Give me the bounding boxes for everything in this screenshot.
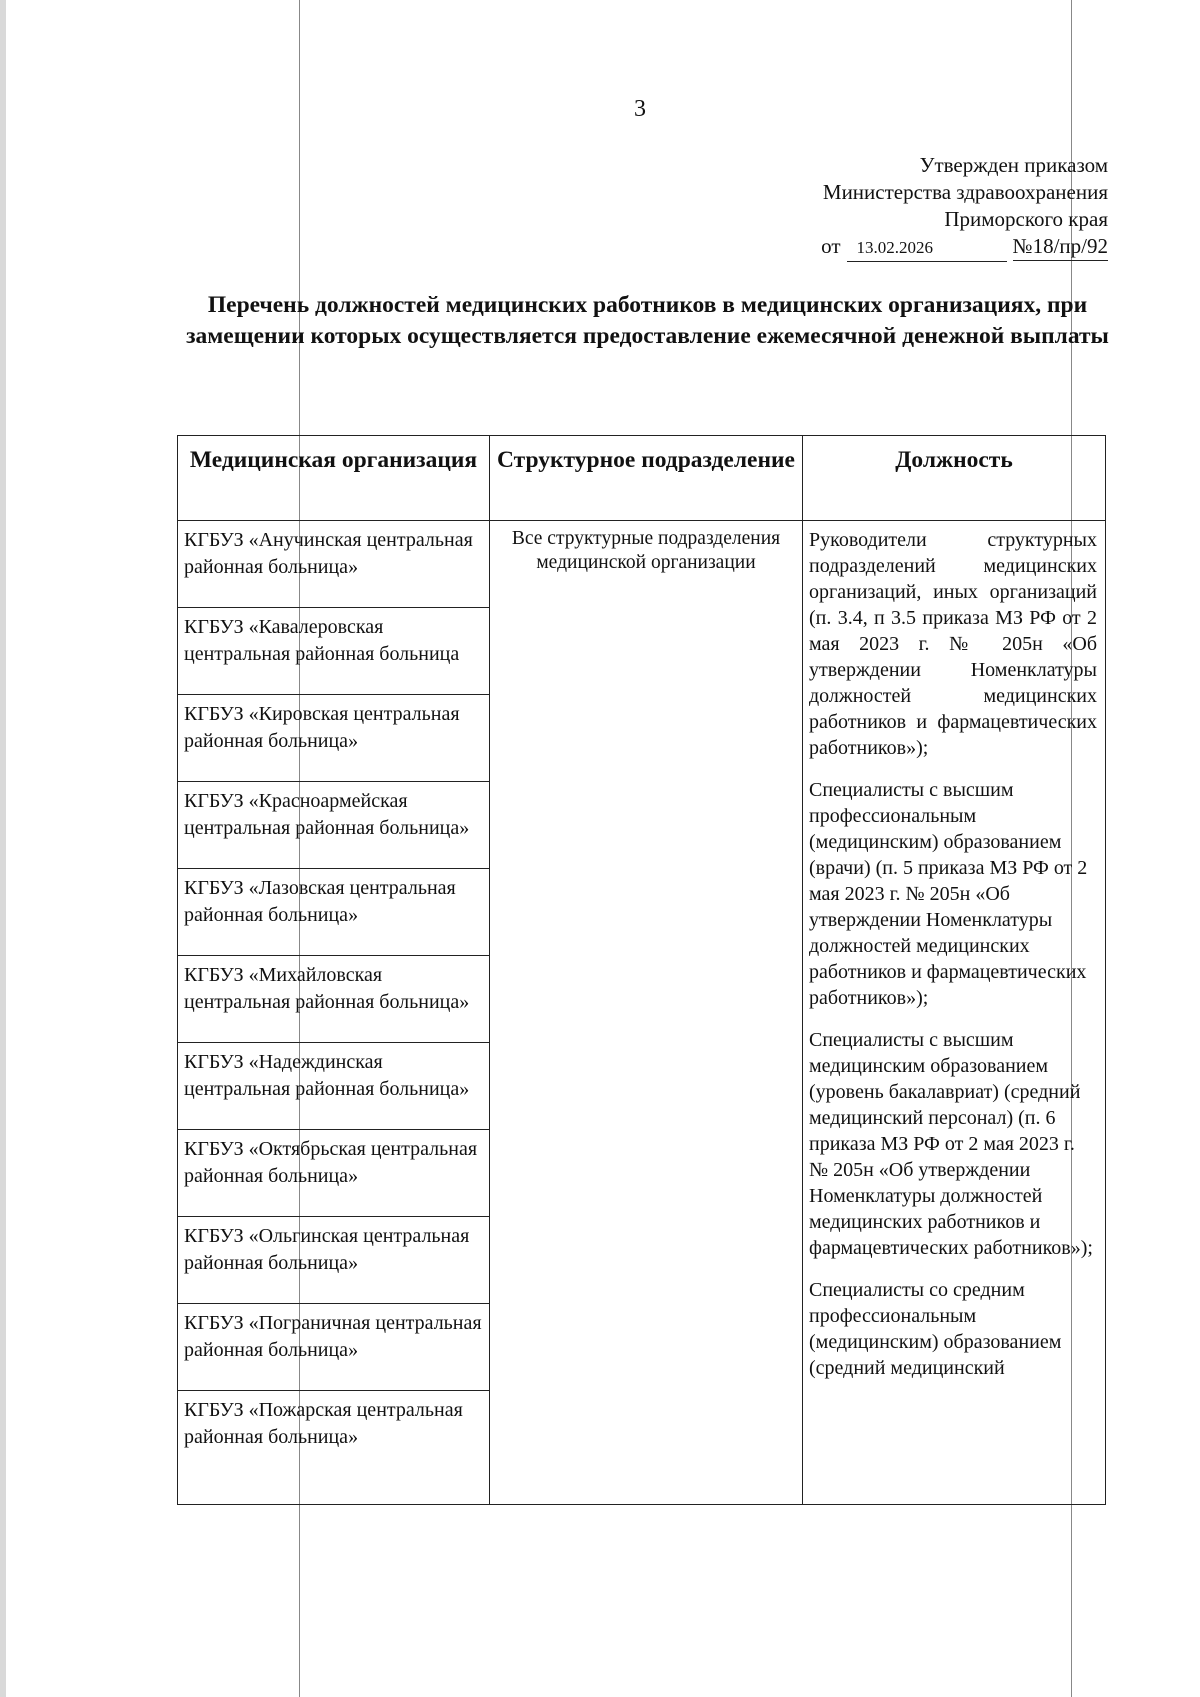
approval-line: Приморского края [944,207,1108,231]
organization-cell: КГБУЗ «Октябрьская центральная районная больница» [178,1130,490,1217]
organization-cell: КГБУЗ «Михайловская центральная районная больница» [178,956,490,1043]
position-item: Руководители структурных подразделений медицинских организаций, иных организаций (п. 3.4, п 3.5 приказа МЗ РФ от 2 мая 2023 г. № 205н «Об утверждении Номенклатуры должностей медицинских работников и фармацевтических работников»); [809,529,1097,759]
organization-cell: КГБУЗ «Кавалеровская центральная районная больница [178,608,490,695]
organization-cell: КГБУЗ «Пожарская центральная районная больница» [178,1391,490,1505]
table-header-row [178,436,1106,521]
header-department: Структурное подразделение [490,436,803,521]
position-item: Специалисты со средним профессиональным (медицинским) образованием (средний медицинский [809,1279,1062,1379]
approval-date-prefix: от [821,234,841,258]
organization-cell: КГБУЗ «Лазовская центральная районная больница» [178,869,490,956]
organization-cell: КГБУЗ «Кировская центральная районная больница» [178,695,490,782]
scan-edge [0,0,6,1697]
organization-cell: КГБУЗ «Анучинская центральная районная больница» [178,521,490,608]
approval-line: Утвержден приказом [919,153,1108,177]
document-title: Перечень должностей медицинских работников в медицинских организациях, при замещении которых осуществляется предоставление ежемесячной денежной выплаты [186,292,1109,349]
position-item: Специалисты с высшим медицинским образованием (уровень бакалавриат) (средний медицинский персонал) (п. 6 приказа МЗ РФ от 2 мая 2023 г. № 205н «Об утверждении Номенклатуры должностей медицинских работников и фармацевтических работников»); [809,1029,1093,1259]
approval-line: Министерства здравоохранения [822,180,1108,204]
header-organization: Медицинская организация [178,436,490,521]
department-cell: Все структурные подразделения медицинской организации [490,521,803,1505]
approval-date: 13.02.2026 [847,234,1007,262]
header-position: Должность [803,436,1106,521]
organization-cell: КГБУЗ «Красноармейская центральная районная больница» [178,782,490,869]
organization-cell: КГБУЗ «Ольгинская центральная районная больница» [178,1217,490,1304]
approval-date-line [821,233,1108,262]
page-number: 3 [634,96,646,122]
position-cell [803,521,1106,1505]
table-row [178,521,1106,608]
approval-stamp [821,152,1108,262]
organization-cell: КГБУЗ «Пограничная центральная районная больница» [178,1304,490,1391]
organization-cell: КГБУЗ «Надеждинская центральная районная больница» [178,1043,490,1130]
positions-table [177,435,1106,1505]
position-item: Специалисты с высшим профессиональным (медицинским) образованием (врачи) (п. 5 приказа МЗ РФ от 2 мая 2023 г. № 205н «Об утверждении Номенклатуры должностей медицинских работников и фармацевтических работников»); [809,779,1088,1009]
approval-number: №18/пр/92 [1013,233,1108,261]
